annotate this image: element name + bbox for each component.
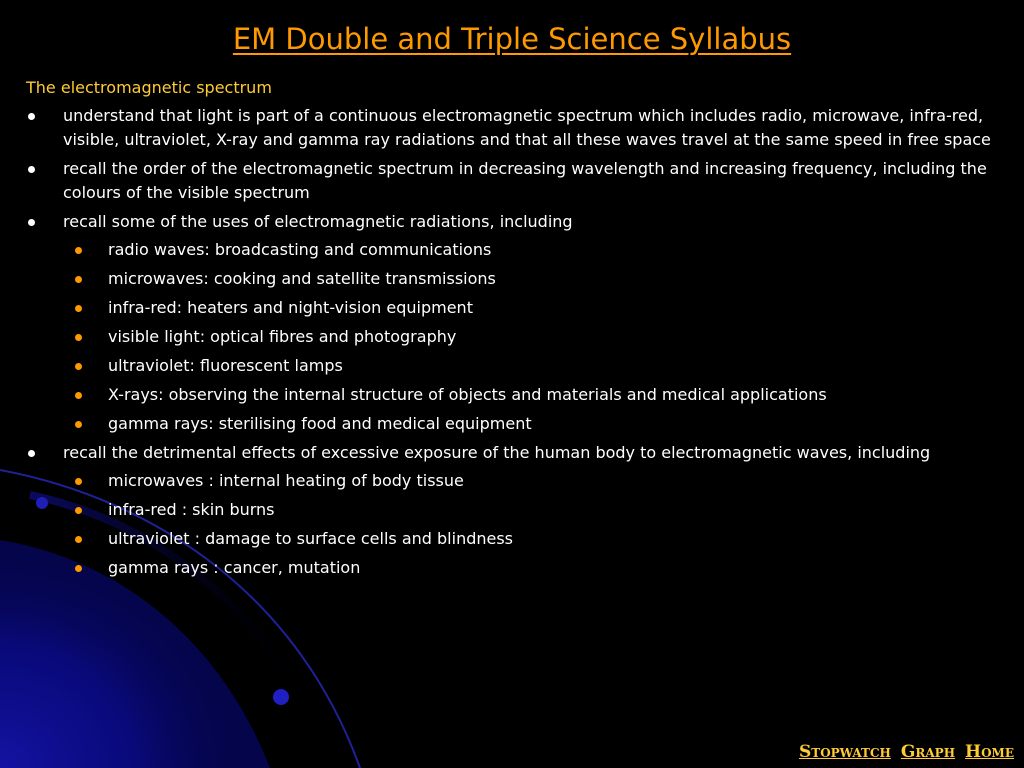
sub-bullet-item xyxy=(63,498,1001,522)
bullet-dot-icon xyxy=(28,166,35,173)
sub-bullet-item xyxy=(63,556,1001,580)
bullet-item xyxy=(26,210,1001,436)
dot-decoration xyxy=(273,689,289,705)
graph-link[interactable]: Graph xyxy=(900,742,956,762)
sub-bullet-text: ultraviolet: fluorescent lamps xyxy=(108,356,343,375)
bullet-text: recall the detrimental effects of excessive exposure of the human body to electromagnetic waves, including xyxy=(63,443,931,462)
sub-bullet-dot-icon xyxy=(75,421,82,428)
page-title: EM Double and Triple Science Syllabus xyxy=(232,22,792,56)
sub-bullet-dot-icon xyxy=(75,363,82,370)
sub-bullet-item xyxy=(63,267,1001,291)
sub-bullet-dot-icon xyxy=(75,478,82,485)
sub-bullet-list xyxy=(63,238,1001,436)
sub-bullet-text: X-rays: observing the internal structure of objects and materials and medical applications xyxy=(108,385,827,404)
sub-bullet-text: microwaves : internal heating of body tissue xyxy=(108,471,464,490)
sub-bullet-item xyxy=(63,238,1001,262)
syllabus-content xyxy=(26,76,1001,585)
bullet-dot-icon xyxy=(28,450,35,457)
nav-links xyxy=(799,742,1014,762)
sub-bullet-item xyxy=(63,296,1001,320)
sub-bullet-text: microwaves: cooking and satellite transmissions xyxy=(108,269,496,288)
bullet-item xyxy=(26,104,1001,152)
bullet-text: recall the order of the electromagnetic spectrum in decreasing wavelength and increasing frequency, including the colours of the visible spectrum xyxy=(63,159,987,202)
bullet-text: recall some of the uses of electromagnetic radiations, including xyxy=(63,212,573,231)
bullet-dot-icon xyxy=(28,219,35,226)
sub-bullet-dot-icon xyxy=(75,565,82,572)
sub-bullet-text: radio waves: broadcasting and communications xyxy=(108,240,492,259)
sub-bullet-item xyxy=(63,469,1001,493)
sub-bullet-dot-icon xyxy=(75,305,82,312)
sub-bullet-item xyxy=(63,354,1001,378)
sub-bullet-dot-icon xyxy=(75,247,82,254)
sub-bullet-text: infra-red : skin burns xyxy=(108,500,275,519)
bullet-list xyxy=(26,104,1001,580)
sub-bullet-dot-icon xyxy=(75,392,82,399)
sub-bullet-text: ultraviolet : damage to surface cells and blindness xyxy=(108,529,514,548)
bullet-dot-icon xyxy=(28,113,35,120)
sub-bullet-text: gamma rays : cancer, mutation xyxy=(108,558,361,577)
sub-bullet-item xyxy=(63,383,1001,407)
home-link[interactable]: Home xyxy=(965,742,1014,762)
sub-bullet-dot-icon xyxy=(75,507,82,514)
section-heading: The electromagnetic spectrum xyxy=(26,78,272,97)
bullet-item xyxy=(26,157,1001,205)
sub-bullet-text: infra-red: heaters and night-vision equipment xyxy=(108,298,473,317)
sub-bullet-list xyxy=(63,469,1001,580)
sub-bullet-dot-icon xyxy=(75,536,82,543)
stopwatch-link[interactable]: Stopwatch xyxy=(799,742,891,762)
sub-bullet-item xyxy=(63,325,1001,349)
sub-bullet-dot-icon xyxy=(75,276,82,283)
sub-bullet-dot-icon xyxy=(75,334,82,341)
sub-bullet-text: gamma rays: sterilising food and medical equipment xyxy=(108,414,532,433)
sub-bullet-item xyxy=(63,412,1001,436)
bullet-text: understand that light is part of a continuous electromagnetic spectrum which includes radio, microwave, infra-red, visible, ultraviolet, X-ray and gamma ray radiations and that all these waves travel at the same speed in free space xyxy=(63,106,991,149)
bullet-item xyxy=(26,441,1001,580)
sub-bullet-text: visible light: optical fibres and photography xyxy=(108,327,457,346)
sub-bullet-item xyxy=(63,527,1001,551)
